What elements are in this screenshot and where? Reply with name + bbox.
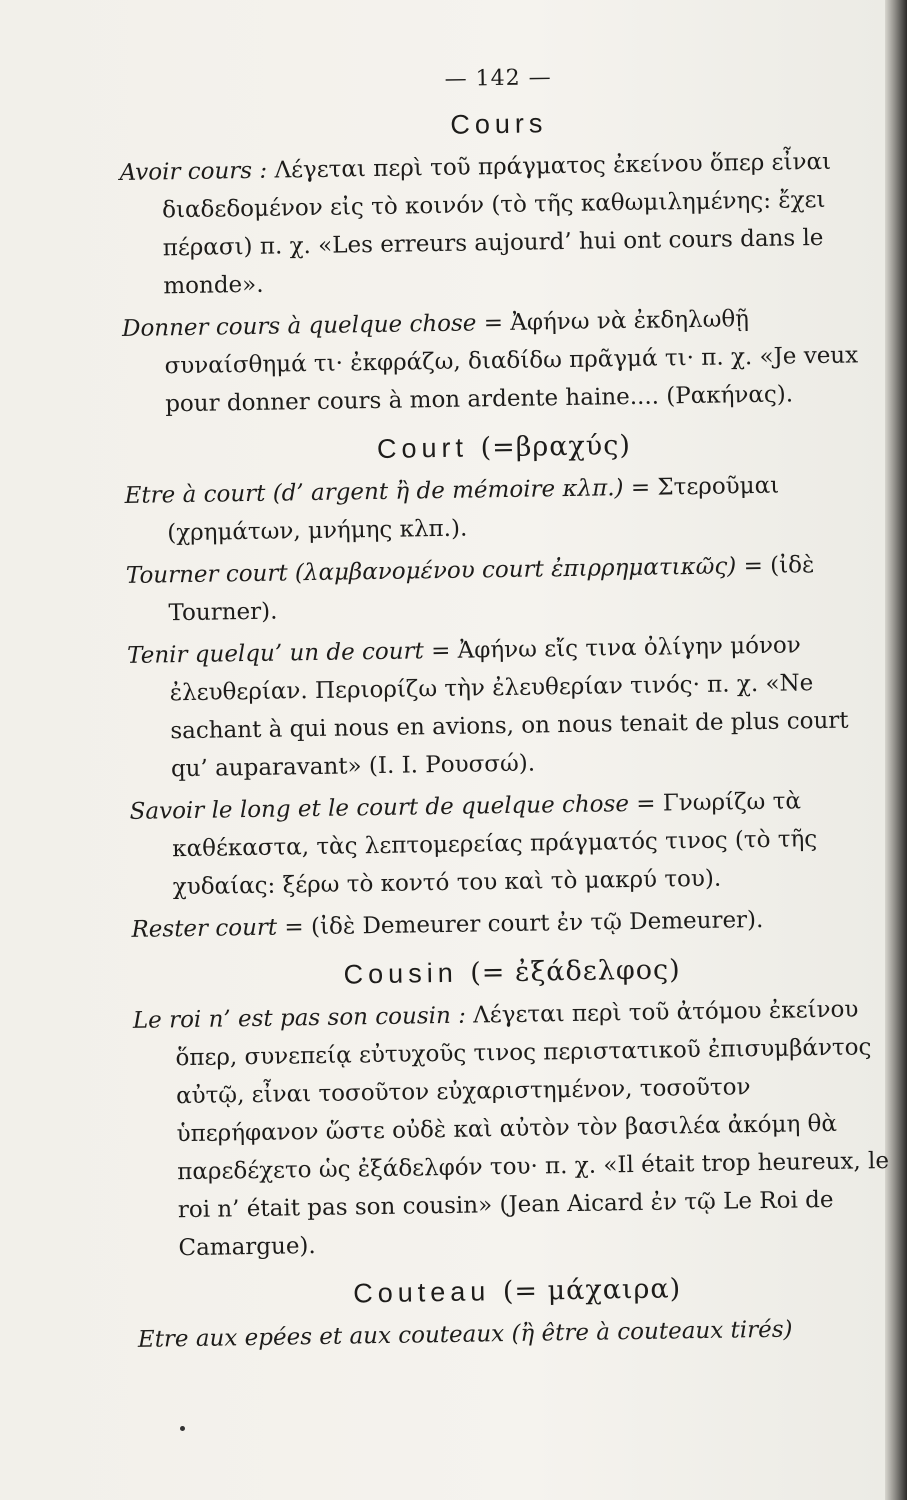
entry-definition: = Στεροῦμαι (χρημάτων, μνήμης κλπ.).: [167, 472, 780, 547]
entry-rester-court: [131, 899, 892, 949]
entry-phrase: Etre à court (d’ argent ἢ de mémoire κλπ.): [124, 475, 624, 509]
entry-etre-aux-epees: [138, 1309, 899, 1359]
entry-savoir-le-long: [129, 781, 891, 907]
entry-definition: Λέγεται περὶ τοῦ πράγματος ἐκείνου ὅπερ εἶναι διαδεδομένον εἰς τὸ κοινόν (τὸ τῆς καθωμιλημένης: ἔχει πέρασι) π. χ. «Les erreurs aujourd’ hui ont cours dans le monde».: [161, 148, 832, 300]
section-heading-couteau: [137, 1270, 897, 1313]
entry-definition: = Ἀφήνω εἴς τινα ὀλίγην μόνον ἐλευθερίαν. Περιορίζω τὴν ἐλευθερίαν τινός· π. χ. «Ne sachant à qui nous en avions, on nous tenait de plus court qu’ auparavant» (I. I. Ρουσσώ).: [169, 632, 849, 783]
section-heading-cours: [119, 103, 879, 146]
entry-definition: = Ἀφήνω νὰ ἐκδηλωθῇ συναίσθημά τι· ἐκφράζω, διαδίδω πρᾶγμά τι· π. χ. «Je veux pour donner cours à mon ardente haine.... (Ρακήνας).: [164, 306, 859, 418]
entry-etre-a-court: [124, 465, 885, 553]
section-heading-cousin: [132, 951, 892, 994]
entry-definition: Λέγεται περὶ τοῦ ἀτόμου ἐκείνου ὅπερ, συνεπείᾳ εὐτυχοῦς τινος περιστατικοῦ ἐπισυμβάντος αὐτῷ, εἶναι τοσοῦτον εὐχαριστημένον, τοσοῦτον ὑπερήφανον ὥστε οὐδὲ καὶ αὐτὸν τὸν βασιλέα ἀκόμη θὰ παρεδέχετο ὡς ἐξάδελφόν του· π. χ. «Il était trop heureux, le roi n’ était pas son cousin» (Jean Aicard ἐν τῷ Le Roi de Camargue).: [175, 996, 890, 1262]
section-heading-court: [124, 426, 884, 469]
entry-definition: = Γνωρίζω τὰ καθέκαστα, τὰς λεπτομερείας πράγματός τινος (τὸ τῆς χυδαίας: ξέρω τὸ κοντό του καὶ τὸ μακρύ του).: [172, 788, 818, 901]
heading-greek: (=βραχύς): [480, 429, 632, 464]
entry-definition: = (ἰδὲ Tourner).: [168, 552, 815, 627]
entry-donner-cours: [122, 298, 884, 424]
entry-phrase: Donner cours à quelque chose: [121, 310, 477, 342]
heading-greek: (= ἐξάδελφος): [469, 954, 681, 989]
heading-word: Cousin: [343, 957, 458, 990]
entry-phrase: Tourner court (λαμβανομένου court ἐπιρρηματικῶς): [125, 553, 737, 589]
entry-le-roi-cousin: [133, 990, 897, 1268]
heading-word: Cours: [450, 108, 548, 140]
page-number: — 142 —: [444, 65, 552, 92]
entry-tenir-de-court: [127, 625, 889, 789]
heading-word: Court: [376, 432, 469, 464]
entry-phrase: Etre aux epées et aux couteaux (ἢ être à couteaux tirés): [137, 1316, 793, 1353]
entry-definition: = (ἰδὲ Demeurer court ἐν τῷ Demeurer).: [284, 906, 764, 941]
heading-word: Couteau: [352, 1276, 491, 1309]
entry-tourner-court: [126, 545, 887, 633]
entry-phrase: Le roi n’ est pas son cousin :: [132, 1002, 467, 1034]
page-content: [118, 60, 898, 1363]
entry-avoir-cours: [119, 142, 881, 306]
entry-phrase: Avoir cours :: [119, 157, 268, 186]
entry-phrase: Rester court: [131, 914, 278, 943]
ink-speck: [180, 1426, 185, 1431]
entry-phrase: Savoir le long et le court de quelque chose: [129, 791, 630, 825]
entry-phrase: Tenir quelqu’ un de court: [126, 638, 425, 669]
heading-greek: (= μάχαιρα): [502, 1273, 682, 1308]
